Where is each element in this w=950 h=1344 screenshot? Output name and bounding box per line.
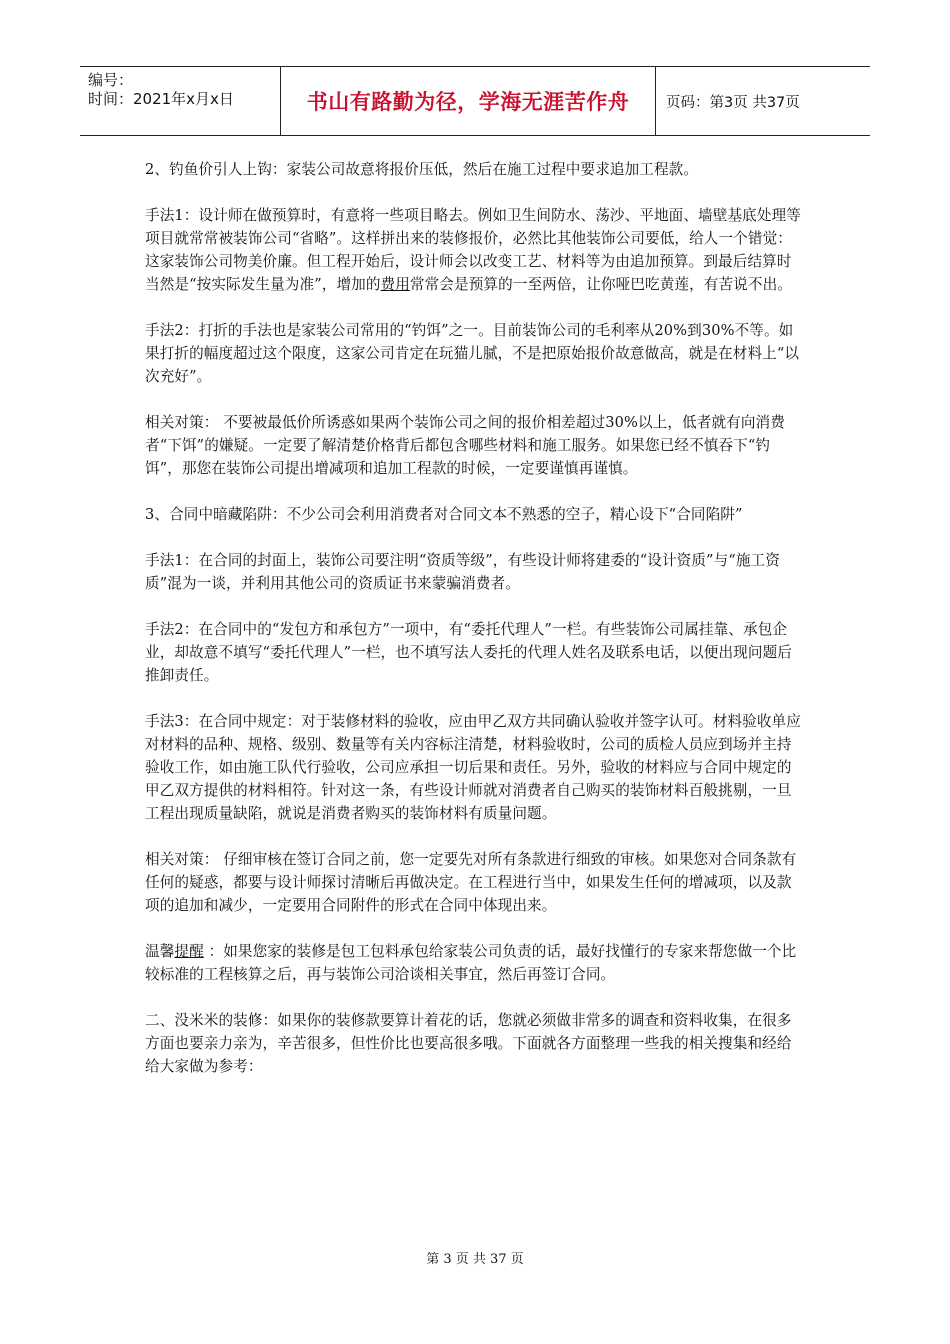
paragraph-section-two: 二、没米米的装修：如果你的装修款要算计着花的话，您就必须做非常多的调查和资料收集，在很多方面也要亲力亲为，辛苦很多，但性价比也要高很多哦。下面就各方面整理一些我的相关搜集和经给给大家做为参考： (145, 1012, 792, 1075)
paragraph-contract-method-3: 手法3：在合同中规定：对于装修材料的验收，应由甲乙双方共同确认验收并签字认可。材料验收单应对材料的品种、规格、级别、数量等有关内容标注清楚，材料验收时，公司的质检人员应到场并主持验收工作，如由施工队代行验收，公司应承担一切后果和责任。另外，验收的材料应与合同中规定的甲乙双方提供的材料相符。针对这一条，有些设计师就对消费者自己购买的装饰材料百般挑剔，一旦工程出现质量缺陷，就说是消费者购买的装饰材料有质量问题。 (145, 713, 801, 822)
header-motto: 书山有路勤为径，学海无涯苦作舟 (281, 67, 656, 135)
paragraph-contract-method-1: 手法1：在合同的封面上，装饰公司要注明“资质等级”，有些设计师将建委的“设计资质”与“施工资质”混为一谈，并利用其他公司的资质证书来蒙骗消费者。 (145, 552, 780, 592)
document-number: 编号： (88, 71, 134, 89)
paragraph-reminder (145, 940, 805, 986)
paragraph-text: 手法1：设计师在做预算时，有意将一些项目略去。例如卫生间防水、荡沙、平地面、墙壁基底处理等项目就常常被装饰公司“省略”。这样拼出来的装修报价，必然比其他装饰公司要低，给人一个错觉：这家装饰公司物美价廉。但工程开始后，设计师会以改变工艺、材料等为由追加预算。到最后结算时当然是“按实际发生量为准”，增加的 (145, 207, 801, 293)
paragraph-contract-method-2: 手法2：在合同中的“发包方和承包方”一项中，有“委托代理人”一栏。有些装饰公司属挂靠、承包企业，却故意不填写“委托代理人”一栏，也不填写法人委托的代理人姓名及联系电话，以便出现问题后推卸责任。 (145, 621, 792, 684)
header-page-number: 页码：第3页 共37页 (666, 94, 800, 111)
link-fee[interactable]: 费用 (380, 276, 410, 293)
link-reminder[interactable]: 提醒 (174, 943, 204, 960)
paragraph-countermeasure-2: 相关对策： 仔细审核在签订合同之前，您一定要先对所有条款进行细致的审核。如果您对合同条款有任何的疑惑，都要与设计师探讨清晰后再做决定。在工程进行当中，如果发生任何的增减项，以及款项的追加和减少，一定要用合同附件的形式在合同中体现出来。 (145, 851, 797, 914)
paragraph-section-3: 3、合同中暗藏陷阱：不少公司会利用消费者对合同文本不熟悉的空子，精心设下“合同陷阱” (145, 506, 743, 523)
paragraph-text: ：如果您家的装修是包工包料承包给家装公司负责的话，最好找懂行的专家来帮您做一个比较标准的工程核算之后，再与装饰公司洽谈相关事宜，然后再签订合同。 (145, 943, 797, 983)
header-meta-cell (80, 67, 281, 135)
page-header (80, 66, 870, 136)
paragraph-section-2: 2、钓鱼价引人上钩：家装公司故意将报价压低，然后在施工过程中要求追加工程款。 (145, 161, 699, 178)
document-body (145, 158, 805, 1101)
paragraph-text: 常常会是预算的一至两倍，让你哑巴吃黄莲，有苦说不出。 (409, 276, 792, 293)
paragraph-countermeasure-1: 相关对策： 不要被最低价所诱惑如果两个装饰公司之间的报价相差超过30%以上，低者就有向消费者“下饵”的嫌疑。一定要了解清楚价格背后都包含哪些材料和施工服务。如果您已经不慎吞下“钓饵”，那您在装饰公司提出增减项和追加工程款的时候，一定要谨慎再谨慎。 (145, 414, 785, 477)
paragraph-method-1 (145, 204, 805, 296)
paragraph-method-2: 手法2：打折的手法也是家装公司常用的“钓饵”之一。目前装饰公司的毛利率从20%到30%不等。如果打折的幅度超过这个限度，这家公司肯定在玩猫儿腻，不是把原始报价故意做高，就是在材料上“以次充好”。 (145, 322, 800, 385)
paragraph-text: 温馨 (145, 943, 175, 960)
document-time: 时间：2021年x月x日 (88, 90, 234, 108)
page-footer: 第 3 页 共 37 页 (426, 1252, 524, 1267)
